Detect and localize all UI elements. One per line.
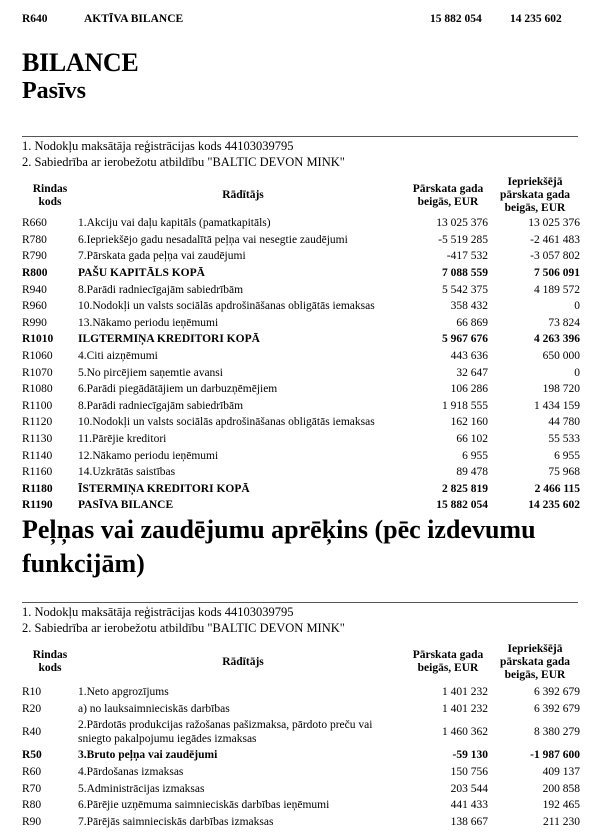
- row-current-value: -417 532: [446, 250, 488, 263]
- row-current-value: 6 955: [462, 449, 488, 462]
- row-previous-value: 44 780: [548, 416, 580, 429]
- row-code: R780: [22, 233, 47, 246]
- table-row: [22, 684, 582, 701]
- balance-liabilities-table: [22, 176, 582, 514]
- row-label: 8.Parādi radniecīgajām sabiedrībām: [78, 283, 244, 296]
- row-previous-value: -1 987 600: [530, 749, 580, 762]
- row-current-value: 5 542 375: [442, 283, 488, 296]
- row-label: 4.Pārdošanas izmaksas: [78, 766, 184, 779]
- taxpayer-code: 1. Nodokļu maksātāja reģistrācijas kods 44103039795: [22, 139, 294, 153]
- row-label: 10.Nodokļi un valsts sociālās apdrošināšanas obligātās iemaksas: [78, 300, 375, 313]
- top-code: R640: [22, 13, 48, 25]
- row-code: R960: [22, 300, 47, 313]
- row-code: R660: [22, 217, 47, 230]
- row-code: R1130: [22, 433, 53, 446]
- row-code: R60: [22, 766, 42, 779]
- row-previous-value: -3 057 802: [530, 250, 580, 263]
- row-label: 10.Nodokļi un valsts sociālās apdrošināšanas obligātās iemaksas: [78, 416, 375, 429]
- top-previous: 14 235 602: [510, 13, 562, 25]
- row-current-value: 443 636: [450, 350, 488, 363]
- row-previous-value: 650 000: [542, 350, 580, 363]
- company-name: 2. Sabiedrība ar ierobežotu atbildību "BALTIC DEVON MINK": [22, 155, 345, 169]
- row-code: R1060: [22, 350, 53, 363]
- row-previous-value: 6 392 679: [534, 702, 580, 715]
- row-previous-value: 409 137: [542, 766, 580, 779]
- row-label: 6.Parādi piegādātājiem un darbuzņēmējiem: [78, 383, 278, 396]
- row-code: R1160: [22, 466, 53, 479]
- row-current-value: 1 460 362: [442, 726, 488, 739]
- row-code: R990: [22, 316, 47, 329]
- row-code: R940: [22, 283, 47, 296]
- header-previous: Iepriekšējā pārskata gada beigās, EUR: [500, 642, 570, 681]
- table-row: [22, 381, 582, 398]
- row-code: R20: [22, 702, 42, 715]
- row-code: R80: [22, 799, 42, 812]
- table-row: [22, 481, 582, 498]
- row-label: 13.Nākamo periodu ieņēmumi: [78, 316, 219, 329]
- taxpayer-code: 1. Nodokļu maksātāja reģistrācijas kods 44103039795: [22, 605, 294, 619]
- row-code: R10: [22, 686, 42, 699]
- top-summary-line: [22, 13, 582, 29]
- table-row: [22, 232, 582, 249]
- row-label: a) no lauksaimnieciskās darbības: [78, 702, 230, 715]
- row-current-value: 1 401 232: [442, 686, 488, 699]
- row-previous-value: 192 465: [542, 799, 580, 812]
- table-row: [22, 447, 582, 464]
- row-code: R1100: [22, 399, 53, 412]
- row-previous-value: 200 858: [542, 782, 580, 795]
- row-previous-value: 55 533: [548, 433, 580, 446]
- table-row: [22, 298, 582, 315]
- row-code: R1190: [22, 499, 53, 512]
- page-title: BILANCE: [22, 48, 139, 77]
- row-current-value: 7 088 559: [442, 267, 488, 280]
- row-code: R70: [22, 782, 42, 795]
- table-row: [22, 414, 582, 431]
- table-row: [22, 398, 582, 415]
- header-indicator: Rādītājs: [222, 189, 264, 201]
- row-label: 6.Pārējie uzņēmuma saimnieciskās darbības ieņēmumi: [78, 799, 330, 812]
- header-previous: Iepriekšējā pārskata gada beigās, EUR: [500, 176, 570, 214]
- row-previous-value: 6 955: [554, 449, 580, 462]
- divider: [22, 136, 578, 137]
- row-previous-value: 2 466 115: [534, 482, 580, 495]
- row-previous-value: 4 263 396: [534, 333, 580, 346]
- row-code: R1120: [22, 416, 53, 429]
- row-current-value: 66 102: [456, 433, 488, 446]
- row-current-value: 441 433: [450, 799, 488, 812]
- row-label: 6.Iepriekšējo gadu nesadalītā peļņa vai nesegtie zaudējumi: [78, 233, 348, 246]
- row-current-value: -5 519 285: [438, 233, 488, 246]
- row-code: R90: [22, 815, 42, 828]
- table-row: [22, 248, 582, 265]
- row-previous-value: -2 461 483: [530, 233, 580, 246]
- row-previous-value: 7 506 091: [534, 267, 580, 280]
- table-row: [22, 797, 582, 814]
- row-current-value: 358 432: [450, 300, 488, 313]
- header-current: Pārskata gada beigās, EUR: [412, 649, 484, 674]
- section-subtitle: Pasīvs: [22, 78, 87, 104]
- row-code: R1070: [22, 366, 53, 379]
- header-code: Rindas kods: [32, 649, 68, 674]
- table-row: [22, 281, 582, 298]
- table-row: [22, 331, 582, 348]
- row-previous-value: 1 434 159: [534, 399, 580, 412]
- row-current-value: 162 160: [450, 416, 488, 429]
- row-previous-value: 8 380 279: [534, 726, 580, 739]
- row-label: PAŠU KAPITĀLS KOPĀ: [78, 267, 205, 280]
- row-label: 7.Pārējās saimnieciskās darbības izmaksas: [78, 815, 274, 828]
- row-current-value: 32 647: [456, 366, 488, 379]
- row-label: 1.Neto apgrozījums: [78, 686, 169, 699]
- row-label: 7.Pārskata gada peļņa vai zaudējumi: [78, 250, 246, 263]
- row-previous-value: 4 189 572: [534, 283, 580, 296]
- table-row: [22, 265, 582, 282]
- row-label: 14.Uzkrātās saistības: [78, 466, 176, 479]
- row-label: 12.Nākamo periodu ieņēmumi: [78, 449, 219, 462]
- divider: [22, 602, 578, 603]
- row-current-value: 2 825 819: [442, 482, 488, 495]
- row-label: ĪSTERMIŅA KREDITORI KOPĀ: [78, 482, 250, 495]
- row-label: PASĪVA BILANCE: [78, 499, 174, 512]
- table-row: [22, 348, 582, 365]
- table-row: [22, 780, 582, 797]
- pnl-title: Peļņas vai zaudējumu aprēķins (pēc izdevumu funkcijām): [22, 515, 536, 578]
- row-code: R50: [22, 749, 42, 762]
- row-current-value: 89 478: [456, 466, 488, 479]
- row-current-value: 13 025 376: [436, 217, 488, 230]
- row-current-value: 5 967 676: [442, 333, 488, 346]
- row-previous-value: 73 824: [548, 316, 580, 329]
- row-current-value: 15 882 054: [436, 499, 488, 512]
- row-label: 5.No pircējiem saņemtie avansi: [78, 366, 223, 379]
- table-row: [22, 814, 582, 831]
- row-current-value: 138 667: [450, 815, 488, 828]
- table-row: [22, 497, 582, 514]
- table-row: [22, 717, 582, 747]
- row-code: R800: [22, 267, 48, 280]
- row-label: 4.Citi aizņēmumi: [78, 350, 158, 363]
- row-code: R1180: [22, 482, 53, 495]
- table-row: [22, 364, 582, 381]
- row-previous-value: 0: [574, 300, 580, 313]
- row-label: 1.Akciju vai daļu kapitāls (pamatkapitāls): [78, 217, 271, 230]
- company-name: 2. Sabiedrība ar ierobežotu atbildību "BALTIC DEVON MINK": [22, 621, 345, 635]
- row-label: 2.Pārdotās produkcijas ražošanas pašizmaksa, pārdoto preču vai sniegto pakalpojumu iegādes izmaksas: [78, 719, 373, 746]
- row-current-value: 203 544: [450, 782, 488, 795]
- row-previous-value: 0: [574, 366, 580, 379]
- row-previous-value: 13 025 376: [528, 217, 580, 230]
- row-label: ILGTERMIŅA KREDITORI KOPĀ: [78, 333, 260, 346]
- row-label: 5.Administrācijas izmaksas: [78, 782, 205, 795]
- header-code: Rindas kods: [32, 182, 68, 208]
- table-row: [22, 701, 582, 718]
- table-row: [22, 747, 582, 764]
- row-previous-value: 211 230: [543, 815, 580, 828]
- table-row: [22, 315, 582, 332]
- row-current-value: 66 869: [456, 316, 488, 329]
- row-code: R1080: [22, 383, 53, 396]
- table-row: [22, 215, 582, 232]
- header-indicator: Rādītājs: [222, 655, 264, 668]
- top-label: AKTĪVA BILANCE: [84, 13, 184, 25]
- profit-loss-table: [22, 640, 582, 830]
- row-current-value: -59 130: [452, 749, 488, 762]
- row-label: 3.Bruto peļņa vai zaudējumi: [78, 749, 218, 762]
- row-previous-value: 198 720: [542, 383, 580, 396]
- row-current-value: 150 756: [450, 766, 488, 779]
- row-previous-value: 6 392 679: [534, 686, 580, 699]
- row-label: 8.Parādi radniecīgajām sabiedrībām: [78, 399, 244, 412]
- table-row: [22, 431, 582, 448]
- header-current: Pārskata gada beigās, EUR: [412, 182, 484, 208]
- row-code: R1140: [22, 449, 53, 462]
- row-label: 11.Pārējie kreditori: [78, 433, 167, 446]
- row-code: R1010: [22, 333, 54, 346]
- table-row: [22, 764, 582, 781]
- row-previous-value: 75 968: [548, 466, 580, 479]
- table-row: [22, 464, 582, 481]
- row-current-value: 1 401 232: [442, 702, 488, 715]
- row-current-value: 106 286: [450, 383, 488, 396]
- row-code: R40: [22, 726, 42, 739]
- row-previous-value: 14 235 602: [528, 499, 580, 512]
- row-code: R790: [22, 250, 47, 263]
- row-current-value: 1 918 555: [442, 399, 488, 412]
- top-current: 15 882 054: [430, 13, 482, 25]
